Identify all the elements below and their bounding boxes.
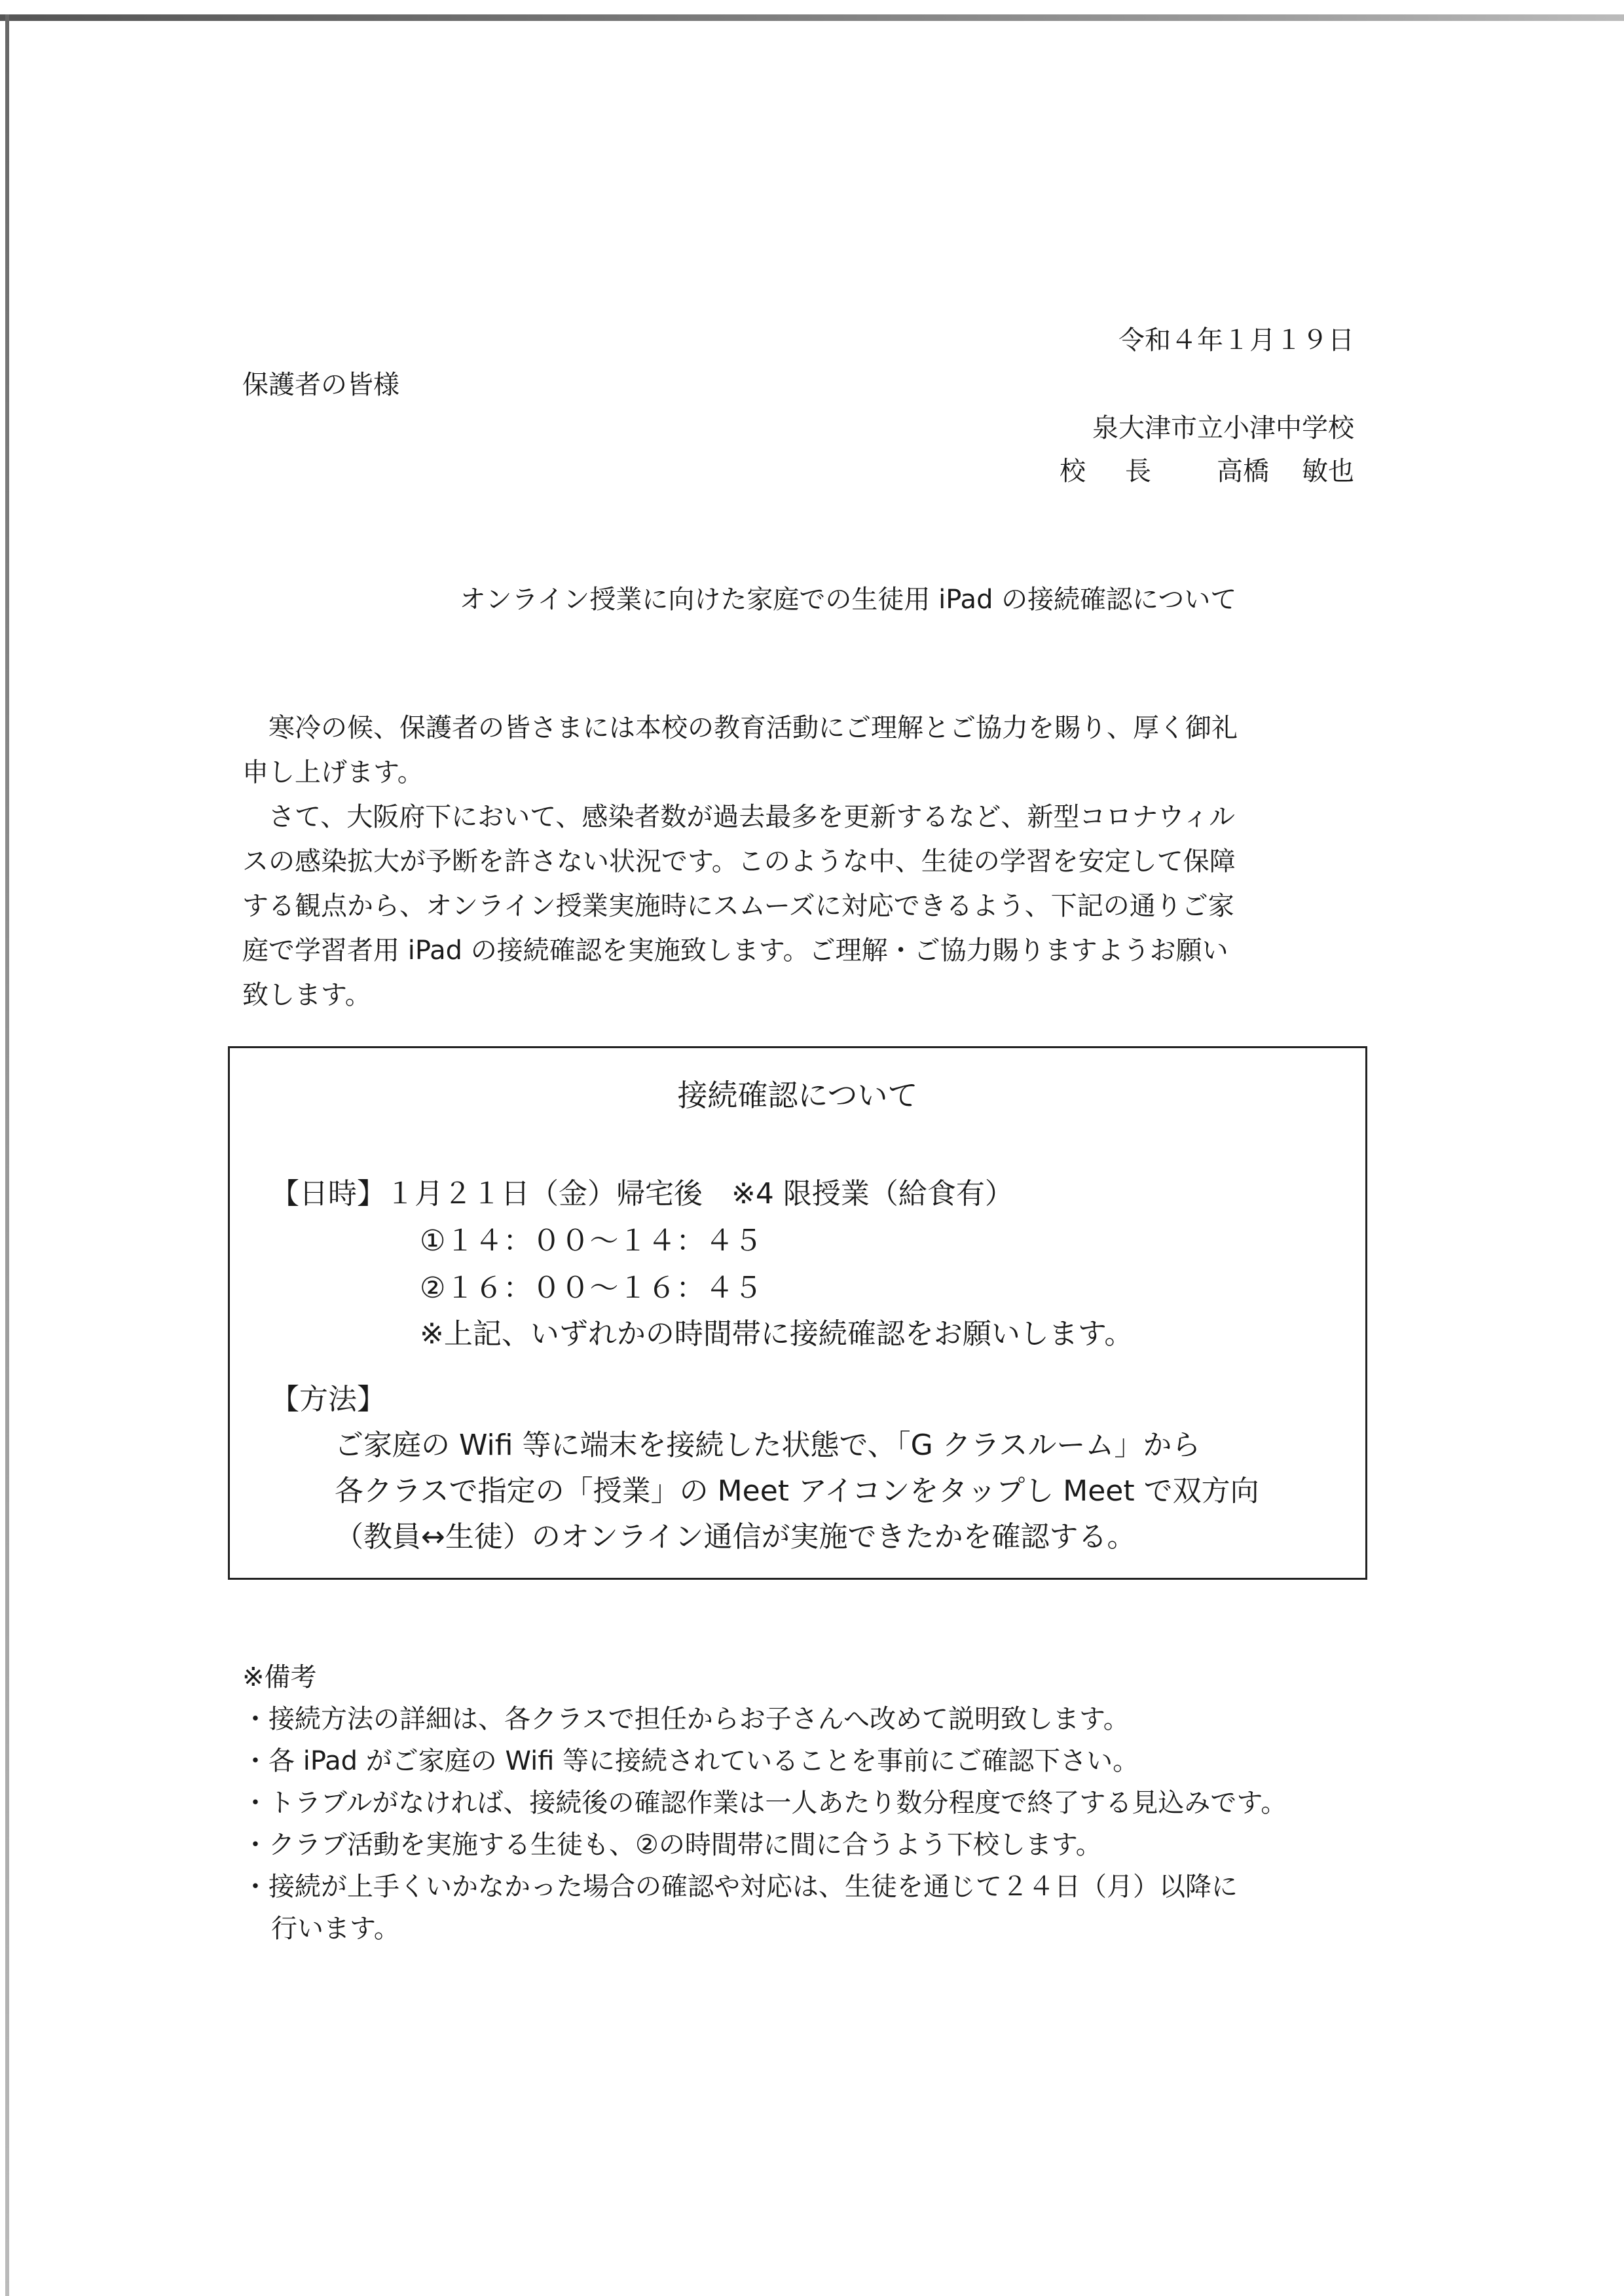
scan-edge-left [5, 14, 9, 2296]
body-line: さて、大阪府下において、感染者数が過去最多を更新するなど、新型コロナウィル [242, 802, 1235, 832]
method-label: 【方法】 [270, 1383, 386, 1416]
datetime-line: 【日時】１月２１日（金）帰宅後 ※4 限授業（給食有） [270, 1177, 1014, 1211]
remarks-item-continuation: 行います。 [271, 1914, 400, 1944]
remarks-section [242, 1656, 1287, 1950]
body-line: 寒冷の候、保護者の皆さまには本校の教育活動にご理解とご協力を賜り、厚く御礼 [242, 713, 1238, 743]
body-line: スの感染拡大が予断を許さない状況です。このような中、生徒の学習を安定して保障 [242, 847, 1236, 877]
body-paragraphs [242, 706, 1342, 1017]
principal-surname: 高橋 [1217, 456, 1269, 486]
body-line: 致します。 [242, 980, 371, 1010]
principal-title-b: 長 [1125, 456, 1151, 486]
scan-edge-top [0, 14, 1624, 21]
remarks-item: ・各 iPad がご家庭の Wifi 等に接続されていることを事前にご確認下さい。 [242, 1746, 1139, 1776]
method-line: 各クラスで指定の「授業」の Meet アイコンをタップし Meet で双方向 [335, 1474, 1259, 1508]
time-slot-note: ※上記、いずれかの時間帯に接続確認をお願いします。 [420, 1317, 1134, 1351]
school-name: 泉大津市立小津中学校 [1092, 413, 1354, 443]
remarks-item: ・接続が上手くいかなかった場合の確認や対応は、生徒を通じて２４日（月）以降に [242, 1872, 1238, 1902]
principal-title-a: 校 [1060, 456, 1086, 486]
method-line: （教員↔生徒）のオンライン通信が実施できたかを確認する。 [335, 1520, 1136, 1554]
remarks-heading: ※備考 [242, 1662, 317, 1692]
remarks-item: ・トラブルがなければ、接続後の確認作業は一人あたり数分程度で終了する見込みです。 [242, 1788, 1287, 1818]
connection-check-box [228, 1046, 1367, 1580]
time-slot-1: ①１４：００～１４：４５ [420, 1224, 763, 1258]
addressee: 保護者の皆様 [242, 370, 399, 400]
body-line: 申し上げます。 [242, 757, 424, 788]
letter-date: 令和４年１月１９日 [1118, 325, 1354, 355]
time-slot-2: ②１６：００～１６：４５ [420, 1271, 763, 1305]
body-line: 庭で学習者用 iPad の接続確認を実施致します。ご理解・ご協力賜りますようお願い [242, 936, 1228, 966]
box-title: 接続確認について [677, 1078, 918, 1113]
method-line: ご家庭の Wifi 等に端末を接続した状態で、「G クラスルーム」から [335, 1429, 1201, 1462]
principal-given-name: 敏也 [1302, 456, 1354, 486]
principal-signature [1060, 450, 1354, 488]
document-title: オンライン授業に向けた家庭での生徒用 iPad の接続確認について [459, 585, 1237, 615]
remarks-item: ・クラブ活動を実施する生徒も、②の時間帯に間に合うよう下校します。 [242, 1830, 1102, 1860]
remarks-item: ・接続方法の詳細は、各クラスで担任からお子さんへ改めて説明致します。 [242, 1704, 1130, 1734]
body-line: する観点から、オンライン授業実施時にスムーズに対応できるよう、下記の通りご家 [242, 891, 1234, 921]
